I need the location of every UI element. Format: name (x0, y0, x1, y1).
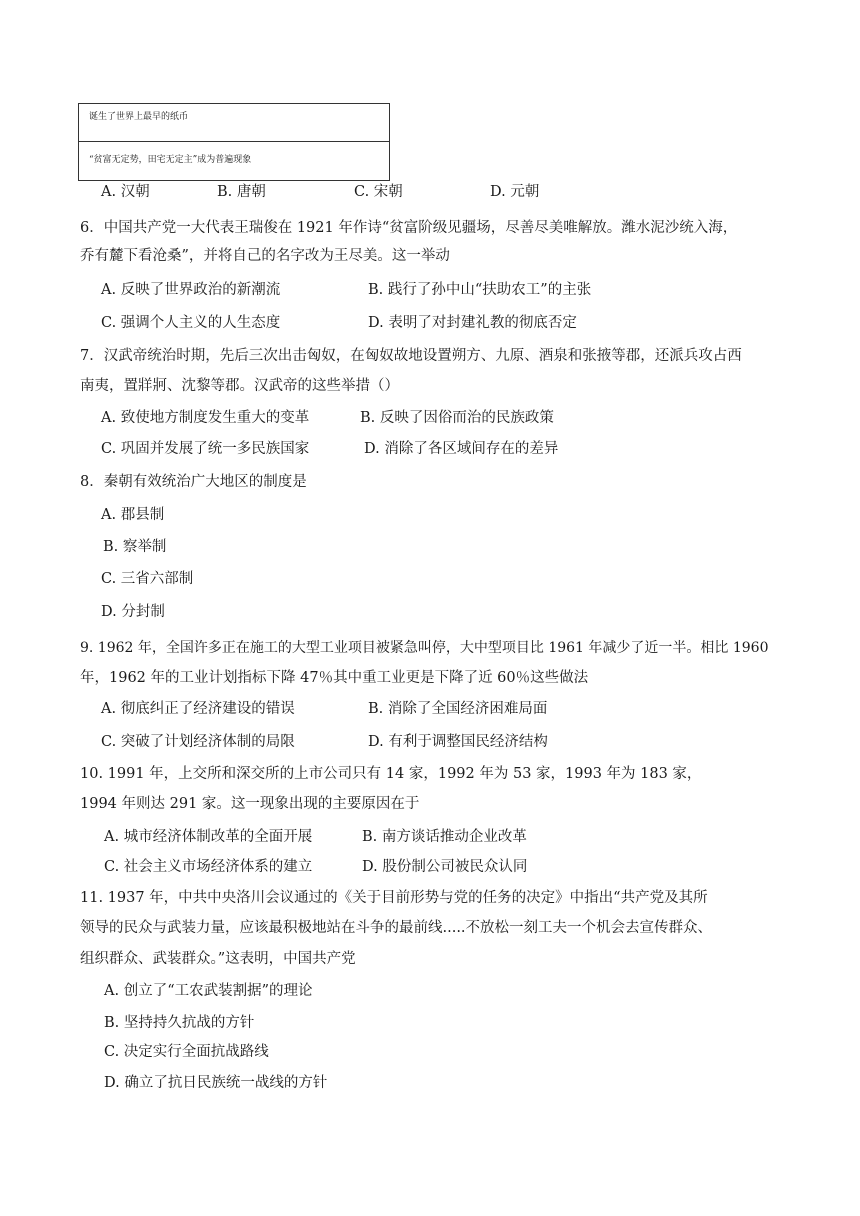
option-a: A. 郡县制 (101, 507, 165, 523)
option-d: D. 表明了对封建礼教的彻底否定 (368, 315, 577, 331)
option-a: A. 彻底纠正了经济建设的错误 (101, 701, 295, 717)
question-6-stem-cont: 乔有麓下看沧桑”，并将自己的名字改为王尽美。这一举动 (80, 248, 450, 264)
question-7-stem: 7．汉武帝统治时期，先后三次出击匈奴，在匈奴故地设置朔方、九原、酒泉和张掖等郡，还派兵攻占西 (80, 348, 742, 364)
option-b: B. 察举制 (103, 539, 167, 555)
question-10-stem-cont: 1994 年则达 291 家。这一现象出现的主要原因在于 (80, 796, 420, 812)
option-a: A. 反映了世界政治的新潮流 (101, 282, 281, 298)
option-b: B. 消除了全国经济困难局面 (368, 701, 548, 717)
option-b: B. 坚持持久抗战的方针 (104, 1015, 255, 1031)
question-9-stem-cont: 年，1962 年的工业计划指标下降 47％其中重工业更是下降了近 60％这些做法 (80, 670, 589, 686)
option-c: C. 三省六部制 (101, 571, 194, 587)
option-c: C. 宋朝 (354, 184, 403, 200)
option-c: C. 突破了计划经济体制的局限 (101, 734, 295, 750)
option-a: A. 城市经济体制改革的全面开展 (104, 829, 313, 845)
option-d: D. 分封制 (101, 604, 165, 620)
option-c: C. 强调个人主义的人生态度 (101, 315, 281, 331)
question-11-stem-cont2: 组织群众、武装群众。”这表明，中国共产党 (80, 951, 356, 967)
option-d: D. 有利于调整国民经济结构 (368, 734, 548, 750)
option-d: D. 确立了抗日民族统一战线的方针 (104, 1075, 328, 1091)
option-b: B. 南方谈话推动企业改革 (362, 829, 527, 845)
question-8-stem: 8．秦朝有效统治广大地区的制度是 (80, 474, 307, 490)
question-10-stem: 10. 1991 年，上交所和深交所的上市公司只有 14 家，1992 年为 53 家，1993 年为 183 家， (80, 766, 702, 782)
question-7-stem-cont: 南夷，置牂牁、沈黎等郡。汉武帝的这些举措（） (80, 378, 399, 394)
option-b: B. 践行了孙中山“扶助农工”的主张 (368, 282, 592, 298)
table-row: 诞生了世界上最早的纸币 (79, 104, 389, 142)
option-c: C. 社会主义市场经济体系的建立 (104, 859, 313, 875)
question-6-stem: 6．中国共产党一大代表王瑞俊在 1921 年作诗“贫富阶级见疆场，尽善尽美唯解放。潍水泥沙统入海， (80, 220, 738, 236)
option-d: D. 元朝 (490, 184, 540, 200)
option-a: A. 创立了“工农武装割据”的理论 (104, 983, 313, 999)
option-d: D. 股份制公司被民众认同 (362, 859, 528, 875)
option-b: B. 反映了因俗而治的民族政策 (360, 410, 554, 426)
question-11-stem-cont: 领导的民众与武装力量，应该最积极地站在斗争的最前线.....不放松一刻工夫一个机会去宣传群众、 (80, 920, 713, 936)
option-b: B. 唐朝 (217, 184, 266, 200)
info-table (78, 103, 390, 181)
option-c: C. 决定实行全面抗战路线 (104, 1044, 269, 1060)
option-a: A. 汉朝 (101, 184, 150, 200)
table-row: “贫富无定势，田宅无定主”成为普遍现象 (89, 155, 252, 165)
option-c: C. 巩固并发展了统一多民族国家 (101, 441, 310, 457)
question-9-stem: 9. 1962 年，全国许多正在施工的大型工业项目被紧急叫停，大中型项目比 1961 年减少了近一半。相比 1960 (80, 640, 769, 656)
option-d: D. 消除了各区域间存在的差异 (364, 441, 559, 457)
option-a: A. 致使地方制度发生重大的变革 (101, 410, 310, 426)
question-11-stem: 11. 1937 年，中共中央洛川会议通过的《关于目前形势与党的任务的决定》中指出“共产党及其所 (80, 890, 708, 906)
